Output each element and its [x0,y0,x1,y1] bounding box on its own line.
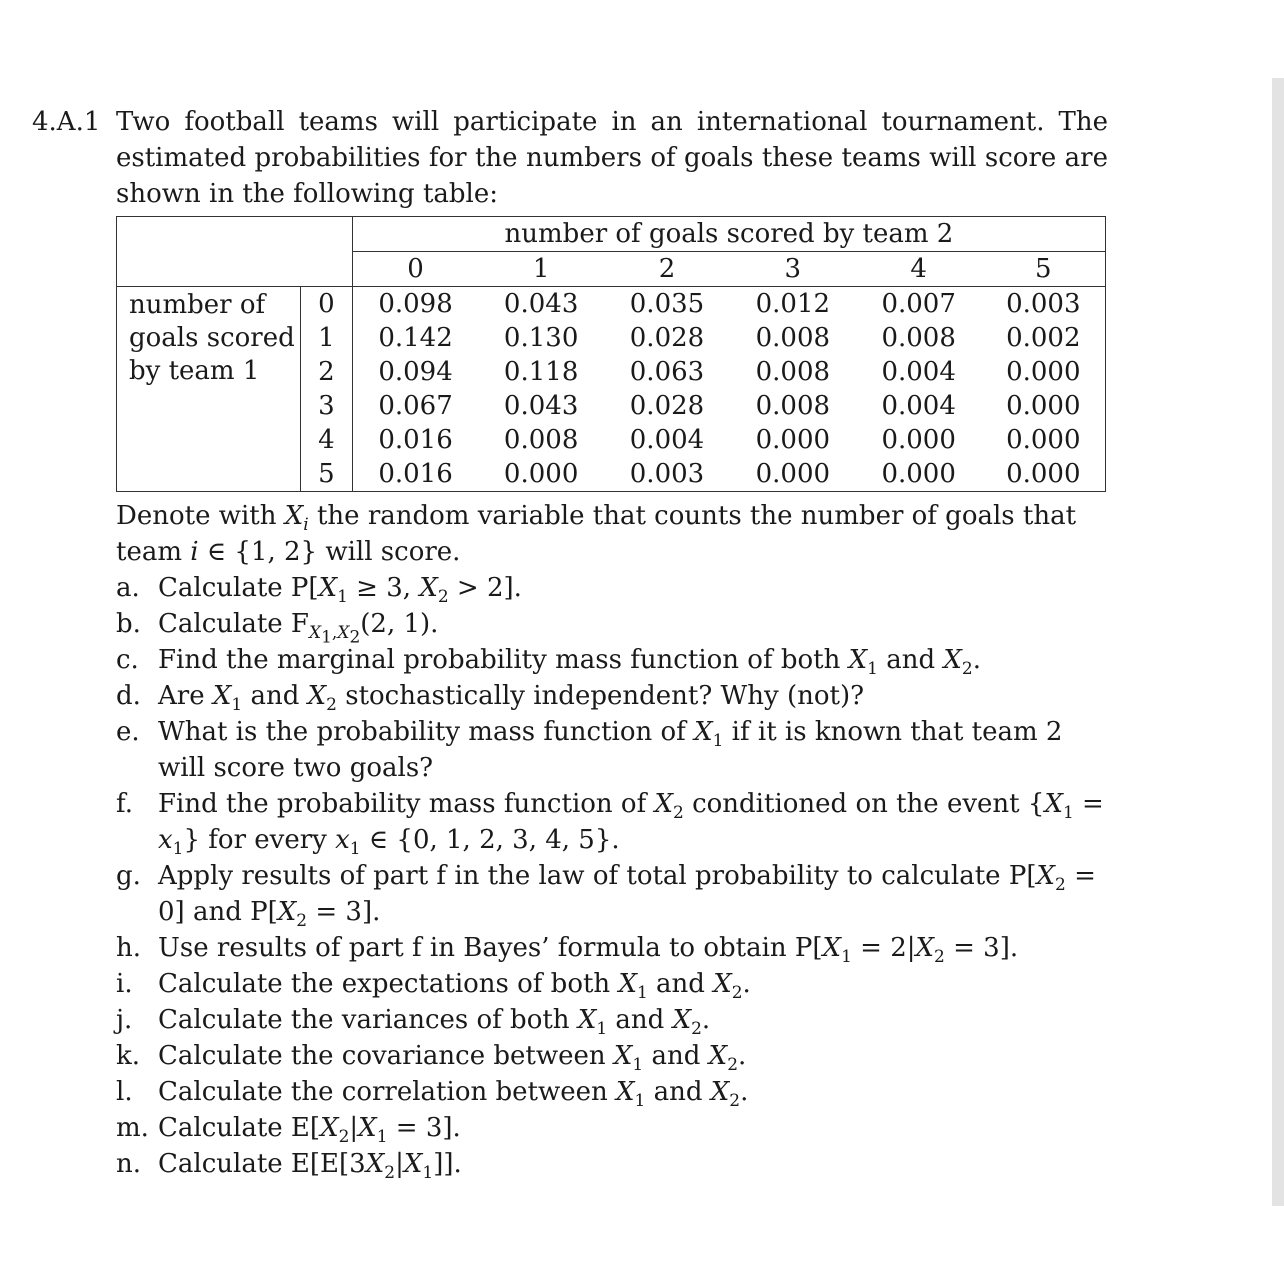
probability-table [116,216,1106,492]
question-item [116,1002,1108,1038]
question-label: l. [116,1077,133,1107]
column-label: 1 [478,252,604,287]
table-cell: 0.000 [1006,459,1081,489]
question-text: Calculate $P[X_1 \ge 3$, $X_2 > 2$]. [158,573,522,608]
table-cell: 0.003 [1006,289,1081,319]
table-cell: 0.043 [503,391,579,421]
column-label: 0 [352,252,478,287]
question-item [116,678,1108,714]
row-header-line: number of [129,290,266,320]
question-label: h. [116,933,142,963]
question-label: d. [116,681,141,711]
table-cell: 0.008 [881,323,956,353]
question-label: b. [116,609,141,639]
question-item [116,1074,1108,1110]
table-cell: 0.002 [1006,323,1081,353]
question-label: n. [116,1149,142,1179]
question-text: Apply results of part f in the law of total probability to calculate $P[X_2 = 0]$ and $P[X_2 = 3]$. [158,861,1096,932]
question-item [116,642,1108,678]
question-item [116,786,1108,858]
row-label: 3 [300,389,352,423]
table-cell: 0.028 [629,323,705,353]
table-cell: 0.063 [629,357,705,387]
row-label: 5 [300,457,352,492]
table-cell: 0.000 [1006,425,1081,455]
row-header [117,287,301,492]
table-cell: 0.000 [881,425,956,455]
question-item [116,606,1108,648]
table-cell: 0.004 [881,357,956,387]
question-item [116,930,1108,966]
row-label: 2 [300,355,352,389]
question-label: f. [116,789,133,819]
table-cell: 0.130 [503,323,579,353]
table-cell: 0.000 [755,459,831,489]
question-label: m. [116,1113,149,1143]
question-item [116,714,1108,786]
column-label: 5 [982,252,1106,287]
question-label: a. [116,573,140,603]
question-label: i. [116,969,133,999]
table-cell: 0.043 [503,289,579,319]
table-cell: 0.008 [755,391,831,421]
question-text: Are $X_1$ and $X_2$ stochastically independent? Why (not)? [158,681,865,716]
question-text: Find the marginal probability mass function of both $X_1$ and $X_2$. [158,645,981,680]
table-cell: 0.094 [352,355,478,389]
table-cell: 0.000 [881,459,956,489]
question-item [116,966,1108,1002]
row-label: 4 [300,423,352,457]
page-edge-shadow [1272,78,1284,1206]
table-cell: 0.035 [629,289,705,319]
column-label: 4 [856,252,982,287]
question-item [116,1110,1108,1146]
question-label: k. [116,1041,141,1071]
question-label: c. [116,645,139,675]
question-label: g. [116,861,141,891]
table-cell: 0.118 [503,357,579,387]
question-text: Calculate $E[E[3X_2|X_1]]$. [158,1149,462,1184]
table-cell: 0.008 [755,323,831,353]
question-text: What is the probability mass function of $X_1$ if it is known that team 2 will score two goals? [158,717,1063,783]
question-item [116,1146,1108,1182]
table-cell: 0.004 [881,391,956,421]
problem-number: 4.A.1 [32,107,101,137]
question-label: j. [116,1005,133,1035]
question-text: Use results of part f in Bayes’ formula to obtain $P[X_1 = 2|X_2 = 3]$. [158,933,1019,968]
column-label: 3 [730,252,856,287]
table-cell: 0.000 [1006,357,1081,387]
table-cell: 0.008 [503,425,579,455]
question-text: Calculate $E[X_2|X_1 = 3]$. [158,1113,461,1148]
table-cell: 0.142 [352,321,478,355]
question-item [116,570,1108,606]
table-cell: 0.000 [503,459,579,489]
table-cell: 0.000 [755,425,831,455]
question-text: Calculate the expectations of both $X_1$ and $X_2$. [158,969,751,1004]
question-text: Find the probability mass function of $X_2$ conditioned on the event $\{X_1 = x_1\}$ for every $x_1$ ∈ {0, 1, 2, 3, 4, 5}. [158,789,1104,860]
table-cell: 0.000 [1006,391,1081,421]
column-label: 2 [604,252,730,287]
question-list [116,570,1108,1182]
denote-text: Denote with $X_i$ the random variable that counts the number of goals that team i ∈ {1, 2} will score. [116,501,1077,567]
table-row [117,287,1106,322]
question-text: Calculate $F_{X_1,X_2}(2$, 1). [158,609,439,648]
table-cell: 0.028 [629,391,705,421]
table-cell: 0.008 [755,357,831,387]
table-cell: 0.003 [629,459,705,489]
table-cell: 0.007 [881,289,956,319]
row-label: 1 [300,321,352,355]
question-label: e. [116,717,140,747]
table-cell: 0.067 [352,389,478,423]
row-label: 0 [300,287,352,322]
question-text: Calculate the correlation between $X_1$ and $X_2$. [158,1077,749,1112]
table-cell: 0.016 [352,423,478,457]
problem-block [32,104,1108,1182]
question-item [116,1038,1108,1074]
table-cell: 0.098 [352,287,478,322]
table-cell: 0.016 [352,457,478,492]
table-corner [117,217,353,287]
row-header-line: goals scored [129,323,295,353]
question-text: Calculate the covariance between $X_1$ and $X_2$. [158,1041,747,1076]
row-header-line: by team 1 [129,356,260,386]
table-cell: 0.012 [755,289,831,319]
question-item [116,858,1108,930]
problem-intro: Two football teams will participate in an international tournament. The estimated probabilities for the numbers of goals these teams will score are shown in the following table: [116,107,1108,209]
column-header: number of goals scored by team 2 [352,217,1105,252]
table-cell: 0.004 [629,425,705,455]
question-text: Calculate the variances of both $X_1$ and $X_2$. [158,1005,711,1040]
